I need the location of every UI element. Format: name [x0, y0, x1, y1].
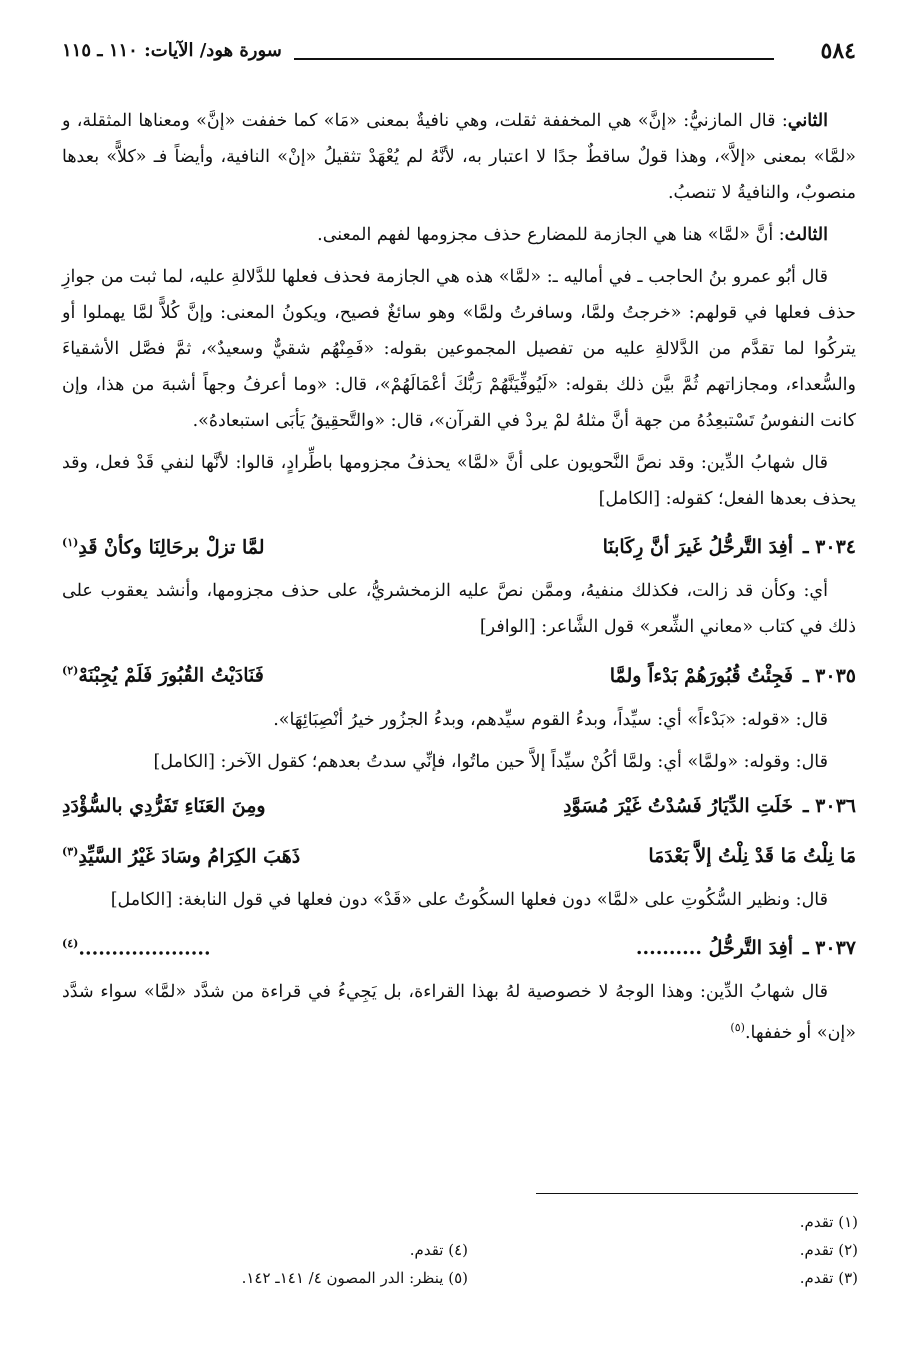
hemistich-text: ذَهَبَ الكِرَامُ وسَادَ غَيْرُ السَّيِّدِ — [78, 844, 301, 867]
verse-3036-line1 — [62, 786, 856, 826]
paragraph-zamakhshari: أي: وكأن قد زالت، فكذلك منفيهُ، وممَّن نصَّ عليه الزمخشريُّ، على حذف مجزومها، وأنشد يعقوب على ذلك في كتاب «معاني الشِّعر» قول الشَّاعر: [الوافر] — [62, 581, 856, 638]
verse-3035 — [62, 651, 856, 695]
footnote-ref: (٣) — [62, 844, 79, 858]
verse-first-hemistich: مَا نِلْتُ مَا قَدْ نِلْتُ إلاَّ بَعْدَمَا — [648, 844, 856, 867]
verse-3037 — [62, 924, 856, 968]
verse-first-hemistich: فَجِئْتُ قُبُورَهُمْ بَدْءاً ولمَّا — [609, 664, 793, 687]
footnote-4: (٤) تقدم. — [409, 1241, 468, 1259]
paragraph-text: قال شهابُ الدِّين: وهذا الوجهُ لا خصوصية لهُ بهذا القراءة، بل يَجِيءُ في قراءة من شدَّد «لمَّا» سواء شدَّد «إن» أو خففها. — [62, 982, 856, 1044]
footnotes — [150, 1208, 858, 1292]
verse-second-hemistich — [62, 832, 459, 876]
hemistich-text: لمَّا تزلْ برحَالِنَا وكأنْ قَدِ — [78, 536, 265, 559]
paragraph-second-opinion — [62, 103, 856, 211]
paragraph-third-opinion — [62, 217, 856, 253]
footnote-ref: (٤) — [61, 936, 79, 950]
header-rule — [294, 58, 774, 60]
opinion-label: الثاني — [787, 111, 828, 131]
verse-number: ٣٠٣٦ ـ — [802, 794, 856, 817]
hemistich-text: .................... — [78, 937, 211, 960]
footnote-ref: (٢) — [61, 664, 79, 678]
footnote-1: (١) تقدم. — [799, 1213, 858, 1231]
page-number: ٥٨٤ — [820, 38, 856, 64]
verse-3036-line2 — [62, 832, 856, 876]
verse-second-hemistich — [62, 651, 428, 695]
verse-number: ٣٠٣٧ ـ — [802, 937, 856, 960]
hemistich-text: فَنَادَيْتُ القُبُورَ فَلَمْ يُجِبْنَهْ — [78, 664, 264, 687]
footnote-row — [150, 1208, 858, 1236]
paragraph-nabigha: قال: ونظير السُّكُوتِ على «لمَّا» دون فعلها السكُوتُ على «قَدْ» دون فعلها في قول النابغة: [الكامل] — [110, 889, 828, 910]
footnote-row — [150, 1236, 858, 1264]
verse-3034 — [62, 523, 856, 567]
footnote-row — [150, 1264, 858, 1292]
footnote-3: (٣) تقدم. — [799, 1269, 858, 1287]
verse-first-hemistich: أفِدَ التَّرحُّلُ غَيرَ أنَّ رِكَابنَا — [602, 536, 793, 559]
verse-first-hemistich: خَلَتِ الدِّيَارُ فَسُدْتُ غَيْرَ مُسَوَّدِ — [563, 794, 793, 817]
page-header — [62, 38, 856, 68]
footnote-ref: (١) — [61, 536, 79, 549]
footnote-2: (٢) تقدم. — [799, 1241, 858, 1259]
paragraph-ibn-hajib: قال أبُو عمرو بنُ الحاجب ـ في أماليه ـ: «لمَّا» هذه هي الجازمة فحذف فعلها للدَّلالةِ عليه، لما ثبت من جوازِ حذف فعلها في قولهم: «خرجتُ ولمَّا، وسافرتُ ولمَّا» وهو سائغٌ فصيح، ويكونُ المعنى: وإنَّ كُلاًّ لمَّا يهملوا أو يتركُوا لما تقدَّم من الدَّلالةِ عليه من تفصيل المجموعين بقوله: «فَمِنْهُم شقيٌّ وسعيدٌ»، ثمَّ فصَّل الأشقياءَ والسُّعداء، ومجازاتهم ثُمَّ بيَّن ذلك بقوله: «لَيُوفِّيَنَّهُمْ رَبُّكَ أعْمَالَهُمْ»، قال: «وما أعرفُ وجهاً أشبهَ من هذا، وإن كانت النفوسُ تَسْتبعِدُهُ من جهة أنَّ مثلهُ لمْ يردْ في القرآن»، قال: «والتَّحقِيقُ يَأبَى استبعادهُ». — [62, 267, 856, 431]
running-title: سورة هود/ الآيات: ١١٠ ـ ١١٥ — [62, 40, 282, 61]
verse-second-hemistich — [62, 523, 428, 567]
verse-number: ٣٠٣٥ ـ — [802, 664, 856, 687]
paragraph-shihab: قال شهابُ الدِّين: وقد نصَّ النَّحويون على أنَّ «لمَّا» يحذفُ مجزومها باطِّرادٍ، قالوا: لأنَّها لنفي قَدْ فعل، وقد يحذف بعدها الفعل؛ كقوله: [الكامل] — [62, 453, 856, 509]
paragraph-lamma-meaning: قال: وقوله: «ولمَّا» أي: ولمَّا أكُنْ سيِّداً إلاَّ حين ماتُوا، فإنِّي سدتُ بعدهم؛ كقول الآخر: [الكامل] — [153, 751, 828, 772]
verse-first-hemistich: أفِدَ التَّرحُّلُ .......... — [635, 937, 793, 960]
paragraph-text: : أنَّ «لمَّا» هنا هي الجازمة للمضارع حذف مجزومها لفهم المعنى. — [317, 225, 785, 245]
paragraph-text: : قال المازنيُّ: «إنَّ» هي المخففة ثقلت، وهي نافيةٌ بمعنى «مَا» كما خففت «إنَّ» ومعناها المثقلة، و «لمَّا» بمعنى «إلاَّ»، وهذا قولٌ ساقطٌ جدًا لا اعتبار به، لأنَّهُ لم يُعْهَدْ تثقيلُ «إنْ» النافية، وأيضاً فـ «كلاًّ» بعدها منصوبٌ، والنافيةُ لا تنصبُ. — [62, 111, 856, 203]
verse-second-hemistich: ومِنَ العَنَاءِ تَفَرُّدِي بالسُّؤْدَدِ — [61, 794, 266, 817]
opinion-label: الثالث — [784, 225, 828, 245]
verse-second-hemistich — [62, 924, 428, 968]
verse-number: ٣٠٣٤ ـ — [802, 536, 856, 559]
paragraph-bad-meaning: قال: «قوله: «بَدْءاً» أي: سيِّداً، وبدءُ القوم سيِّدهم، وبدءُ الجزُور خيرُ أنْصِبَائِهَا». — [273, 709, 828, 730]
main-text — [62, 103, 856, 1057]
footnote-ref: (٥) — [730, 1021, 745, 1035]
footnote-5: (٥) ينظر: الدر المصون ٤/ ١٤١ـ ١٤٢. — [241, 1269, 468, 1287]
paragraph-conclusion — [62, 974, 856, 1051]
